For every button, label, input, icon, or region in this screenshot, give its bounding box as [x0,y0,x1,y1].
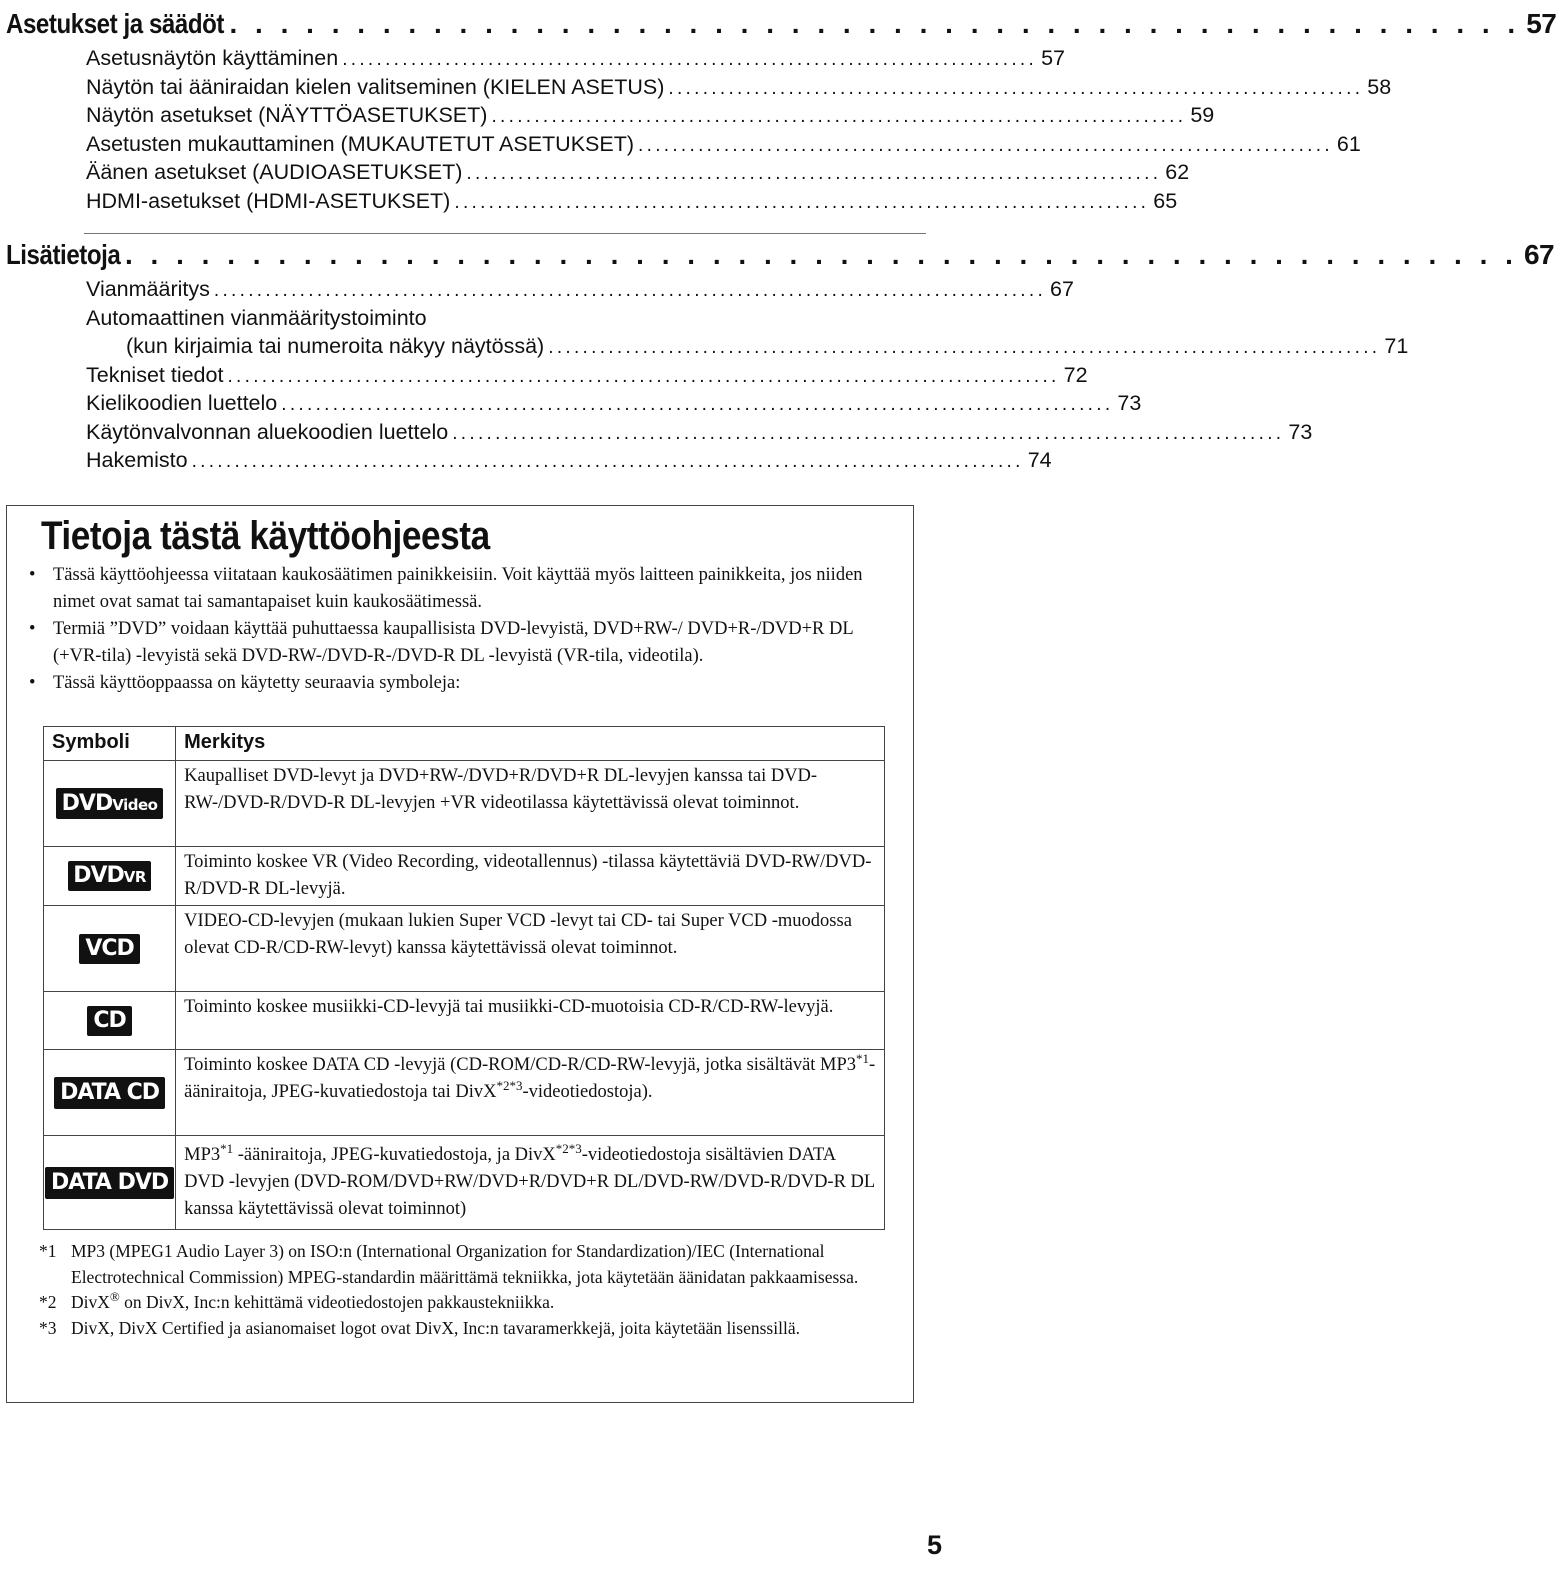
logo-badge [45,1167,174,1199]
toc-entry-label: (kun kirjaimia tai numeroita näkyy näytössä) [126,334,545,358]
footnote-mark: *3 [39,1317,57,1338]
dvd-video-logo-icon [44,761,176,847]
symbols-table [43,726,885,1230]
toc-section-settings [6,8,1556,213]
logo-text: DVD [61,791,113,816]
toc-heading [6,8,1556,46]
dvd-vr-logo-icon [44,847,176,906]
toc-entry-page: 57 [1041,46,1065,70]
logo-badge [79,934,139,964]
toc-leader-dots: . . . . . . . . . . . . . . . . . . . . . . . . . . . . . . . . . . . . . . . . . . . . . . . . . . . [229,8,1521,39]
footnotes [39,1239,905,1341]
toc-entry-label: Tekniset tiedot [86,362,224,387]
meaning-cell: Kaupalliset DVD-levyt ja DVD+RW-/DVD+R/DVD+R DL-levyjen kanssa tai DVD-RW-/DVD-R/DVD-R DL-levyjen +VR videotilassa käytettävissä olevat toiminnot. [176,761,885,847]
meaning-text: -ääniraitoja, JPEG-kuvatiedostoja tai DivX [184,1055,876,1102]
page-number: 5 [926,1530,942,1560]
data-cd-logo-icon [44,1050,176,1136]
footnote [39,1290,905,1316]
logo-text: CD [93,1007,126,1033]
bullet-icon: • [29,619,36,639]
meaning-text: -videotiedostoja sisältävien DATA DVD -levyjen (DVD-ROM/DVD+RW/DVD+R/DVD+R DL/DVD-RW/DVD-R/DVD-R DL kanssa käytettävissä olevat toiminnot) [184,1145,875,1219]
toc-heading-page: 67 [1523,239,1555,270]
bullet-icon: • [29,565,36,585]
table-row [44,1050,885,1136]
footnote-mark: *2 [39,1292,57,1312]
toc-entry-page: 74 [1027,448,1052,472]
toc-leader-dots: ................................................................................. [342,49,1038,70]
about-manual-box [6,505,914,1403]
toc-entry-page: 61 [1336,131,1361,156]
toc-entry-label: Asetusnäytön käyttäminen [86,46,339,70]
meaning-cell: Toiminto koskee VR (Video Recording, videotallennus) -tilassa käytettäviä DVD-RW/DVD-R/DVD-R DL-levyjä. [176,847,885,906]
toc-entry-label: Asetusten mukauttaminen (MUKAUTETUT ASETUKSET) [86,131,635,156]
toc-section-additional-info [6,239,1555,472]
table-row [44,906,885,992]
toc-entry[interactable] [86,74,1392,104]
bullet-text: Termiä ”DVD” voidaan käyttää puhuttaessa kaupallisista DVD-levyistä, DVD+RW-/ DVD+R-/DVD+R DL (+VR-tila) -levyistä sekä DVD-RW-/DVD-R-/DVD-R DL -levyistä (VR-tila, videotila). [53,619,853,666]
table-header-row [44,727,885,761]
toc-entry[interactable] [86,334,1409,363]
toc-leader-dots: ................................................................................................. [227,365,1060,387]
logo-text: VCD [85,935,134,961]
data-dvd-logo-icon [44,1136,176,1230]
toc-entry[interactable] [86,103,1215,132]
footnote-text-part: on DivX, Inc:n kehittämä videotiedostojen pakkaustekniikka. [119,1292,555,1312]
meaning-text: Toiminto koskee DATA CD -levyjä (CD-ROM/CD-R/CD-RW-levyjä, jotka sisältävät MP3 [184,1055,857,1075]
toc-leader-dots: ................................................................................. [668,77,1364,99]
meaning-cell [176,1050,885,1136]
bullet-text: Tässä käyttöoppaassa on käytetty seuraavia symboleja: [53,673,461,693]
toc-entry-label: Äänen asetukset (AUDIOASETUKSET) [86,160,463,184]
logo-badge [54,1077,165,1109]
meaning-cell [176,1136,885,1230]
meaning-cell: VIDEO-CD-levyjen (mukaan lukien Super VCD -levyt tai CD- tai Super VCD -muodossa olevat CD-R/CD-RW-levyt) kanssa käytettävissä olevat toiminnot. [176,906,885,992]
table-row [44,847,885,906]
toc-leader-dots: ................................................................................................. [281,394,1114,415]
logo-text-small: VR [123,868,146,886]
toc-entry[interactable] [86,277,1074,306]
toc-entry-page: 65 [1153,188,1178,213]
toc-entry-label: Käytönvalvonnan aluekoodien luettelo [86,419,449,444]
footnote-ref: *2*3 [496,1077,523,1093]
cd-logo-icon [44,992,176,1050]
toc-leader-dots: ................................................................................. [491,106,1187,127]
toc-heading [6,239,1555,277]
footnote [39,1239,905,1290]
table-row [44,761,885,847]
logo-badge [56,788,164,819]
meaning-text: MP3 [184,1145,221,1165]
footnote-text [71,1290,905,1316]
info-title: Tietoja tästä käyttöohjeesta [41,514,490,558]
toc-entry[interactable] [86,419,1313,449]
bullet-item [29,670,899,697]
toc-leader-dots: ................................................................................................. [191,451,1024,472]
toc-entry-label: HDMI-asetukset (HDMI-ASETUKSET) [86,188,451,213]
meaning-text: -ääniraitoja, JPEG-kuvatiedostoja, ja DivX [233,1145,556,1165]
info-bullets [29,562,899,697]
toc-heading-title: Asetukset ja säädöt [6,8,225,39]
toc-entry-page: 73 [1117,391,1142,415]
toc-entry-label: Kielikoodien luettelo [86,391,278,415]
footnote [39,1316,905,1342]
toc-leader-dots: ................................................................................. [638,134,1333,156]
toc-entry[interactable] [86,160,1190,189]
toc-entry[interactable] [86,448,1052,477]
table-row [44,1136,885,1230]
toc-leader-dots: . . . . . . . . . . . . . . . . . . . . . . . . . . . . . . . . . . . . . . . . . . . . . . . . . . . . . . . [124,239,1518,270]
toc-entry-page: 67 [1050,277,1074,301]
toc-entry[interactable] [86,131,1361,161]
meaning-cell: Toiminto koskee musiikki-CD-levyjä tai musiikki-CD-muotoisia CD-R/CD-RW-levyjä. [176,992,885,1050]
footnote-mark: *1 [39,1241,57,1261]
toc-entry-label: Hakemisto [86,448,188,472]
footnote-ref: *2*3 [555,1140,582,1156]
column-header-meaning: Merkitys [176,727,885,761]
logo-text: DATA CD [60,1079,160,1105]
logo-badge [68,861,151,891]
toc-entry[interactable] [86,188,1178,218]
toc-entry-page: 73 [1288,419,1313,444]
bullet-item [29,616,899,670]
toc-heading-page: 57 [1526,8,1556,39]
toc-entry[interactable] [86,391,1142,420]
column-header-symbol: Symboli [44,727,176,761]
toc-entry-page: 58 [1367,74,1392,99]
toc-entry-page: 71 [1384,334,1409,358]
toc-leader-dots: ................................................................................................. [548,337,1381,358]
logo-badge [87,1006,131,1036]
section-divider [84,233,926,234]
footnote-ref: *1 [856,1050,870,1066]
bullet-icon: • [29,673,36,693]
vcd-logo-icon [44,906,176,992]
toc-entry-label: Automaattinen vianmääritystoiminto [86,305,427,330]
toc-leader-dots: ................................................................................. [466,163,1162,184]
meaning-text: -videotiedostoja). [522,1082,653,1102]
footnote-text: DivX, DivX Certified ja asianomaiset logot ovat DivX, Inc:n tavaramerkkejä, joita käytetään lisenssillä. [71,1317,800,1338]
toc-leader-dots: ................................................................................................. [452,422,1285,444]
toc-entry-label: Näytön asetukset (NÄYTTÖASETUKSET) [86,103,488,127]
bullet-text: Tässä käyttöohjeessa viitataan kaukosäätimen painikkeisiin. Voit käyttää myös laitteen painikkeita, jos niiden nimet ovat samat tai samantapaiset kuin kaukosäätimessä. [53,565,863,612]
toc-entry-page: 59 [1190,103,1215,127]
toc-entry-label: Näytön tai ääniraidan kielen valitseminen (KIELEN ASETUS) [86,74,665,99]
table-row [44,992,885,1050]
toc-entry[interactable] [86,46,1065,75]
toc-heading-title: Lisätietoja [6,239,121,270]
footnote-text: MP3 (MPEG1 Audio Layer 3) on ISO:n (International Organization for Standardization)/IEC (International Electrotechnical Commission) MPEG-standardin määrittämä tekniikka, jota käytetään äänidatan pakkaamisessa. [71,1241,859,1287]
toc-entry[interactable] [86,306,926,335]
toc-leader-dots: ................................................................................................. [213,280,1047,301]
registered-mark: ® [109,1289,120,1305]
toc-leader-dots: ................................................................................. [454,191,1150,213]
logo-text: DVD [73,863,124,888]
logo-text-small: Video [112,796,158,814]
logo-text: DATA DVD [51,1169,169,1195]
toc-entry[interactable] [86,362,1088,392]
footnote-ref: *1 [220,1140,234,1156]
bullet-item [29,562,899,616]
toc-entry-label: Vianmääritys [86,277,210,301]
toc-entry-page: 62 [1165,160,1190,184]
toc-entry-page: 72 [1063,362,1088,387]
footnote-text-part: DivX [71,1292,110,1312]
